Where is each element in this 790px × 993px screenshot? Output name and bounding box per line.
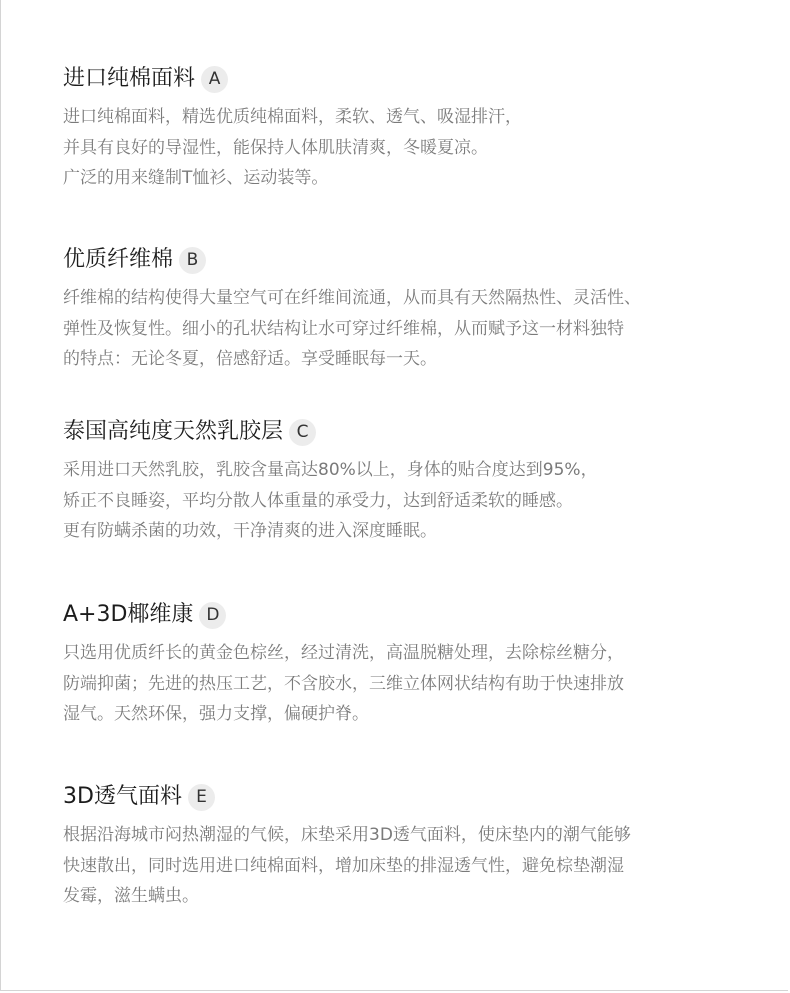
section-description — [63, 102, 763, 194]
feature-section-c — [63, 416, 763, 547]
description-line: 广泛的用来缝制T恤衫、运动装等。 — [63, 168, 329, 188]
section-heading — [63, 244, 763, 276]
section-letter-badge: A — [201, 66, 228, 93]
section-title: 进口纯棉面料 — [63, 66, 196, 91]
description-line: 发霉，滋生螨虫。 — [63, 886, 199, 906]
description-line: 矫正不良睡姿，平均分散人体重量的承受力，达到舒适柔软的睡感。 — [63, 490, 573, 511]
feature-section-b — [63, 244, 763, 375]
section-title: A+3D椰维康 — [63, 602, 194, 627]
section-heading — [63, 599, 763, 631]
section-heading — [63, 416, 763, 448]
description-line: 快速散出，同时选用进口纯棉面料，增加床垫的排湿透气性，避免棕垫潮湿 — [63, 855, 624, 876]
description-line: 纤维棉的结构使得大量空气可在纤维间流通，从而具有天然隔热性、灵活性、 — [63, 288, 641, 308]
description-line: 根据沿海城市闷热潮湿的气候，床垫采用3D透气面料，使床垫内的潮气能够 — [63, 825, 631, 845]
section-description — [63, 283, 763, 375]
section-letter-badge: C — [289, 419, 316, 446]
section-heading — [63, 781, 763, 813]
section-title: 3D透气面料 — [63, 784, 182, 809]
section-letter-badge: E — [188, 784, 215, 811]
description-line: 进口纯棉面料，精选优质纯棉面料，柔软、透气、吸湿排汗， — [63, 107, 522, 127]
section-letter-badge: D — [199, 602, 226, 629]
description-line: 弹性及恢复性。细小的孔状结构让水可穿过纤维棉，从而赋予这一材料独特 — [63, 318, 624, 339]
section-description — [63, 455, 763, 547]
description-line: 防端抑菌；先进的热压工艺，不含胶水，三维立体网状结构有助于快速排放 — [63, 673, 624, 694]
section-title: 优质纤维棉 — [63, 247, 174, 272]
feature-section-a — [63, 63, 763, 194]
description-line: 只选用优质纤长的黄金色棕丝，经过清洗，高温脱糖处理，去除棕丝糖分， — [63, 643, 624, 663]
feature-section-d — [63, 599, 763, 730]
feature-section-e — [63, 781, 763, 912]
section-title: 泰国高纯度天然乳胶层 — [63, 419, 284, 444]
description-line: 湿气。天然环保，强力支撑，偏硬护脊。 — [63, 704, 369, 724]
description-line: 的特点：无论冬夏，倍感舒适。享受睡眠每一天。 — [63, 349, 437, 369]
description-line: 并具有良好的导湿性，能保持人体肌肤清爽，冬暖夏凉。 — [63, 137, 488, 158]
description-line: 更有防螨杀菌的功效，干净清爽的进入深度睡眠。 — [63, 521, 437, 541]
section-heading — [63, 63, 763, 95]
description-line: 采用进口天然乳胶，乳胶含量高达80%以上，身体的贴合度达到95%， — [63, 460, 598, 480]
section-description — [63, 820, 763, 912]
section-letter-badge: B — [179, 247, 206, 274]
section-description — [63, 638, 763, 730]
